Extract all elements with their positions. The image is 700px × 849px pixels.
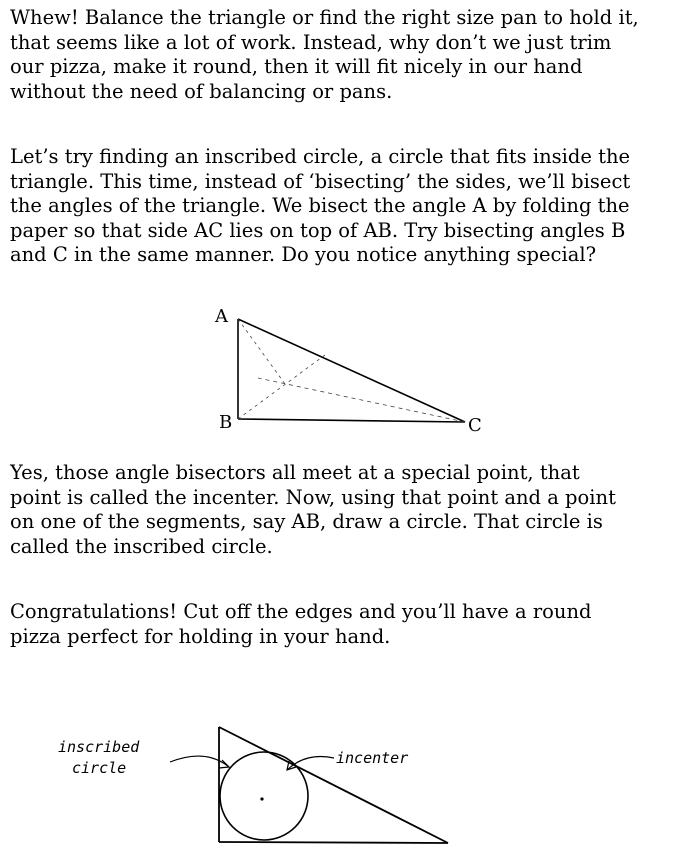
text-line: Yes, those angle bisectors all meet at a special point, that bbox=[10, 461, 580, 484]
text-line: point is called the incenter. Now, using that point and a point bbox=[10, 485, 616, 509]
inscribed-arrow bbox=[170, 756, 229, 767]
text-line: on one of the segments, say AB, draw a circle. That circle is bbox=[10, 510, 603, 533]
incenter-point bbox=[260, 797, 263, 800]
triangle-base bbox=[219, 842, 448, 843]
vertex-c-label: C bbox=[468, 415, 482, 436]
text-line: paper so that side AC lies on top of AB. Try bisecting angles B bbox=[10, 218, 626, 242]
vertex-a-label: A bbox=[215, 306, 228, 327]
text-line: Congratulations! Cut off the edges and you’ll have a round bbox=[10, 600, 592, 623]
text-line: that seems like a lot of work. Instead, why don’t we just trim bbox=[10, 30, 612, 54]
vertex-b-label: B bbox=[219, 412, 233, 433]
text-line: the angles of the triangle. We bisect the angle A by folding the bbox=[10, 194, 630, 217]
incenter-label: incenter bbox=[336, 749, 409, 767]
text-line: Whew! Balance the triangle or find the right size pan to hold it, bbox=[10, 6, 639, 29]
text-line: our pizza, make it round, then it will fit nicely in our hand bbox=[10, 55, 583, 78]
text-line: pizza perfect for holding in your hand. bbox=[10, 624, 391, 648]
inscribed-label: inscribed bbox=[58, 738, 140, 756]
text-line: and C in the same manner. Do you notice anything special? bbox=[10, 243, 597, 266]
triangle-hypotenuse bbox=[219, 727, 448, 843]
text-line: called the inscribed circle. bbox=[10, 534, 273, 558]
text-line: Let’s try finding an inscribed circle, a circle that fits inside the bbox=[10, 145, 631, 168]
text-line: triangle. This time, instead of ‘bisecting’ the sides, we’ll bisect bbox=[10, 169, 631, 193]
text-line: without the need of balancing or pans. bbox=[10, 79, 393, 103]
circle-label: circle bbox=[72, 759, 127, 777]
inscribed-circle bbox=[220, 752, 308, 840]
